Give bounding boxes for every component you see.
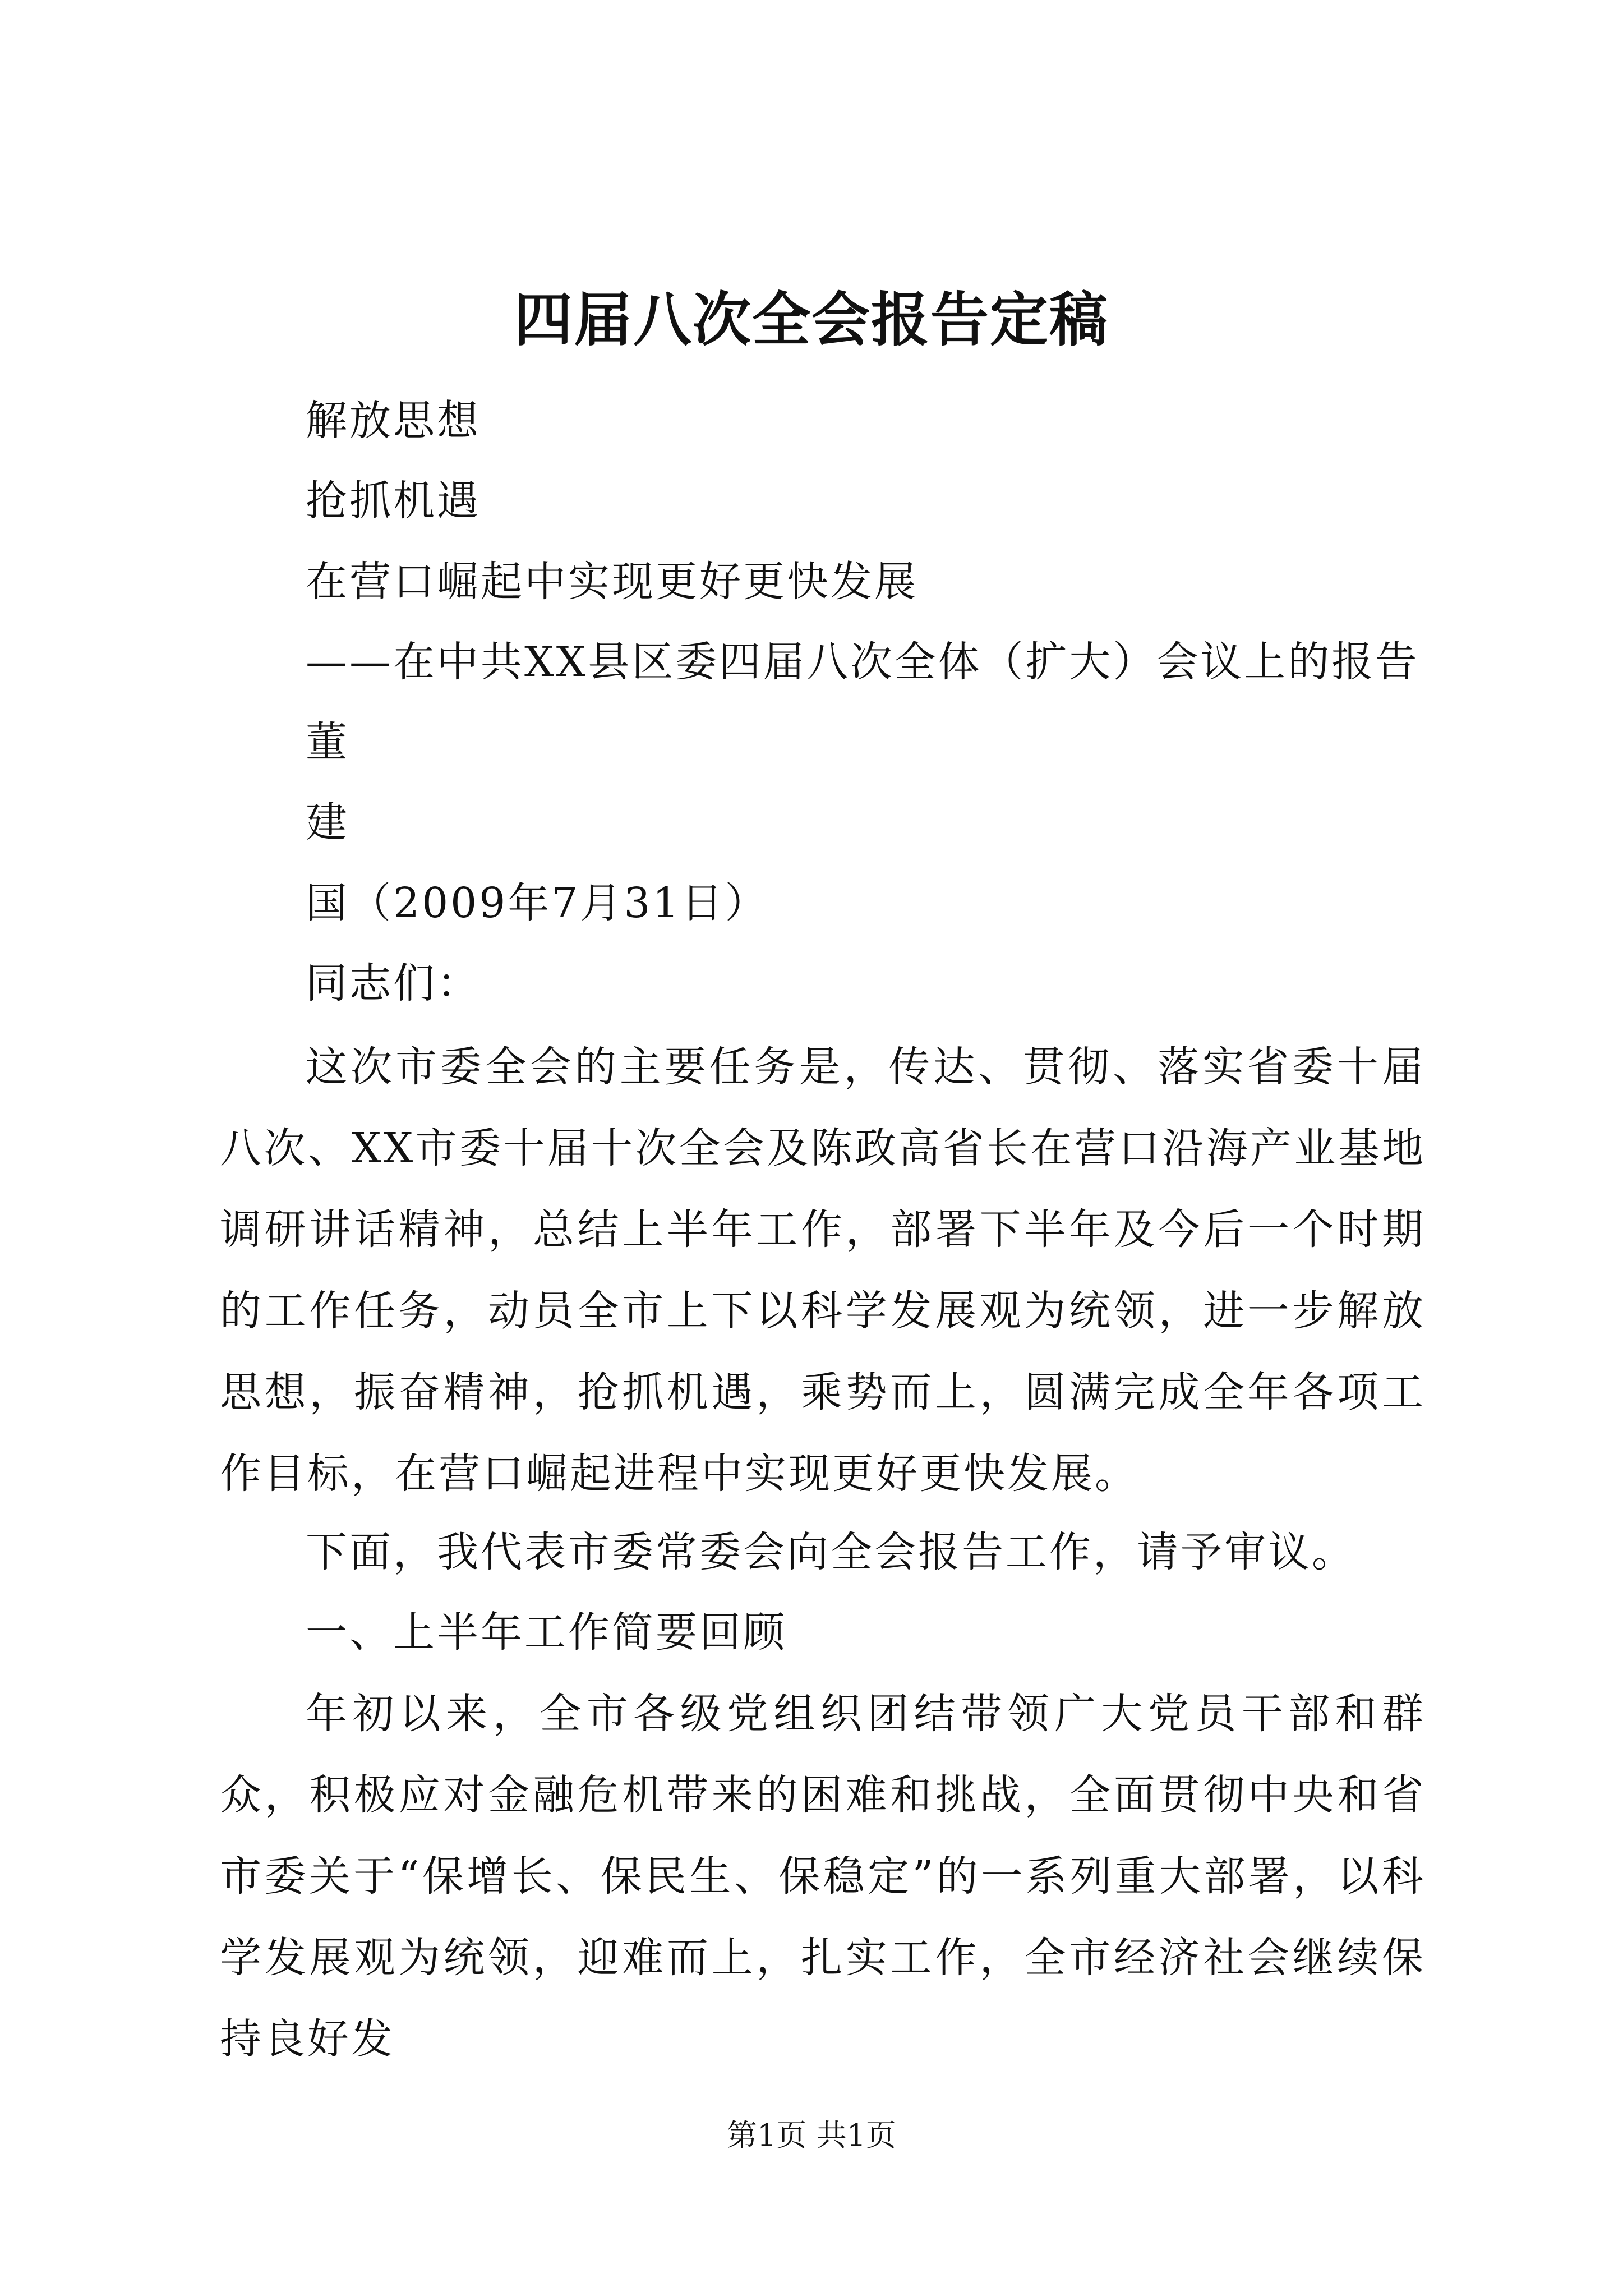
- document-title: 四届八次全会报告定稿: [514, 285, 1109, 354]
- header-line-2: 抢抓机遇: [306, 477, 481, 525]
- paragraph-3: 年初以来，全市各级党组织团结带领广大党员干部和群众，积极应对金融危机带来的困难和挑战，全面贯彻中央和省市委关于“保增长、保民生、保稳定”的一系列重大部署，以科学发展观为统领，迎难而上，扎实工作，全市经济社会继续保持良好发: [220, 1690, 1426, 2063]
- page-footer: 第1页 共1页: [727, 2118, 896, 2153]
- paragraph-2: 下面，我代表市委常委会向全会报告工作，请予审议。: [306, 1528, 1355, 1576]
- salutation: 同志们：: [306, 959, 481, 1007]
- section-heading-1: 一、上半年工作简要回顾: [306, 1608, 787, 1657]
- header-line-7: 国（2009年7月31日）: [306, 879, 769, 927]
- header-line-6: 建: [306, 798, 349, 846]
- header-line-5: 董: [306, 718, 349, 766]
- header-line-4: ——在中共XX县区委四届八次全体（扩大）会议上的报告: [306, 638, 1419, 686]
- paragraph-1: 这次市委全会的主要任务是，传达、贯彻、落实省委十届八次、XX市委十届十次全会及陈政高省长在营口沿海产业基地调研讲话精神，总结上半年工作，部署下半年及今后一个时期的工作任务，动员全市上下以科学发展观为统领，进一步解放思想，振奋精神，抢抓机遇，乘势而上，圆满完成全年各项工作目标，在营口崛起进程中实现更好更快发展。: [220, 1043, 1426, 1498]
- header-line-3: 在营口崛起中实现更好更快发展: [306, 558, 918, 606]
- header-line-1: 解放思想: [306, 397, 481, 445]
